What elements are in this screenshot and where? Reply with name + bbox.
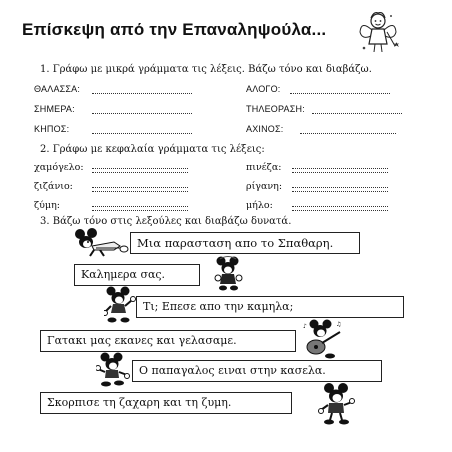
word-label: χαμόγελο: <box>34 162 84 173</box>
answer-line[interactable] <box>292 187 388 192</box>
answer-line[interactable] <box>312 113 402 114</box>
svg-text:♫: ♫ <box>336 321 342 328</box>
answer-line[interactable] <box>92 206 188 211</box>
word-label: ΚΗΠΟΣ: <box>34 124 70 134</box>
word-label: ΣΗΜΕΡΑ: <box>34 104 75 114</box>
answer-line[interactable] <box>92 113 192 114</box>
answer-line[interactable] <box>292 168 388 173</box>
word-label: ΑΧΙΝΟΣ: <box>246 124 284 134</box>
sentence-box: Γατακι μας εκανες και γελασαμε. <box>40 330 296 352</box>
mickey-mouse-illustration <box>104 286 136 324</box>
mickey-mouse-illustration <box>96 352 130 388</box>
word-label: ΑΛΟΓΟ: <box>246 84 281 94</box>
sentence-box: Ο παπαγαλος ειναι στην κασελα. <box>132 360 382 382</box>
exercise-1-instruction: 1. Γράφω με μικρά γράμματα τις λέξεις. Βάζω τόνο και διαβάζω. <box>40 64 372 75</box>
word-label: μήλο: <box>246 200 273 211</box>
word-label: πινέζα: <box>246 162 282 173</box>
word-label: ΤΗΛΕΟΡΑΣΗ: <box>246 104 305 114</box>
answer-line[interactable] <box>292 206 388 211</box>
answer-line[interactable] <box>92 168 188 173</box>
answer-line[interactable] <box>290 93 390 94</box>
word-label: ΘΑΛΑΣΣΑ: <box>34 84 81 94</box>
mickey-mouse-illustration <box>214 256 244 292</box>
answer-line[interactable] <box>300 133 396 134</box>
mickey-mouse-illustration <box>70 228 130 258</box>
word-label: ζύμη: <box>34 200 60 211</box>
exercise-2-instruction: 2. Γράφω με κεφαλαία γράμματα τις λέξεις: <box>40 144 265 155</box>
sentence-box: Καλημερα σας. <box>74 264 200 286</box>
exercise-3-instruction: 3. Βάζω τόνο στις λεξούλες και διαβάζω δυνατά. <box>40 216 292 227</box>
sentence-box: Τι; Επεσε απο την καμηλα; <box>136 296 404 318</box>
mickey-mouse-guitar-illustration <box>300 318 344 360</box>
sentence-box: Μια παρασταση απο το Σπαθαρη. <box>130 232 360 254</box>
word-label: ρίγανη: <box>246 181 283 192</box>
sentence-box: Σκορπισε τη ζαχαρη και τη ζυμη. <box>40 392 292 414</box>
fairy-illustration <box>356 8 400 56</box>
word-label: ζιζάνιο: <box>34 181 73 192</box>
answer-line[interactable] <box>92 187 188 192</box>
page-title: Επίσκεψη από την Επαναληψούλα... <box>22 20 327 39</box>
svg-text:♪: ♪ <box>303 323 307 330</box>
answer-line[interactable] <box>92 133 192 134</box>
answer-line[interactable] <box>92 93 192 94</box>
mickey-mouse-illustration <box>318 382 356 426</box>
